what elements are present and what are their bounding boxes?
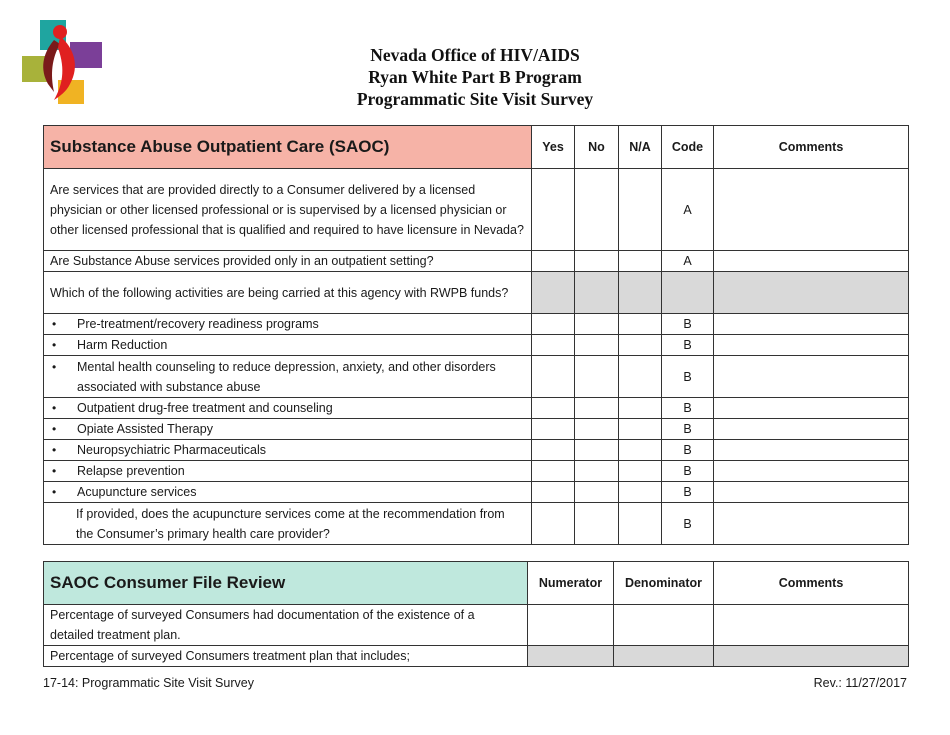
col-na-header: N/A: [619, 126, 662, 169]
activity-text: Harm Reduction: [77, 338, 168, 352]
header-line-2: Ryan White Part B Program: [368, 67, 582, 87]
code-cell: B: [662, 440, 714, 461]
bullet-icon: •: [52, 485, 57, 499]
table-row: [44, 272, 909, 314]
bullet-icon: •: [52, 359, 57, 374]
na-cell[interactable]: [619, 440, 662, 461]
table-row: [44, 398, 909, 419]
activity-text: Opiate Assisted Therapy: [77, 422, 213, 436]
shaded-cell: [528, 646, 614, 667]
yes-cell[interactable]: [532, 169, 575, 251]
no-cell[interactable]: [575, 398, 619, 419]
code-cell: B: [662, 419, 714, 440]
comments-cell[interactable]: [714, 169, 909, 251]
no-cell[interactable]: [575, 503, 619, 545]
na-cell[interactable]: [619, 335, 662, 356]
comments-cell[interactable]: [714, 503, 909, 545]
code-cell: B: [662, 461, 714, 482]
no-cell[interactable]: [575, 314, 619, 335]
header-line-3: Programmatic Site Visit Survey: [356, 89, 594, 109]
saoc-section-title: Substance Abuse Outpatient Care (SAOC): [44, 126, 532, 169]
comments-cell[interactable]: [714, 461, 909, 482]
bullet-icon: •: [52, 338, 57, 352]
yes-cell[interactable]: [532, 482, 575, 503]
comments-cell[interactable]: [714, 398, 909, 419]
activity-text: Neuropsychiatric Pharmaceuticals: [77, 443, 266, 457]
yes-cell[interactable]: [532, 440, 575, 461]
comments-cell[interactable]: [714, 419, 909, 440]
shaded-cell: [619, 272, 662, 314]
col-code-header: Code: [662, 126, 714, 169]
review-text: Percentage of surveyed Consumers had documentation of the existence of a detailed treatment plan.: [44, 605, 528, 646]
activity-text: Acupuncture services: [77, 485, 197, 499]
activity-text: Relapse prevention: [77, 464, 185, 478]
yes-cell[interactable]: [532, 503, 575, 545]
activity-text: Outpatient drug-free treatment and counseling: [77, 401, 333, 415]
table-row: [44, 251, 909, 272]
table-row: [44, 482, 909, 503]
shaded-cell: [575, 272, 619, 314]
code-cell: A: [662, 169, 714, 251]
code-cell: B: [662, 314, 714, 335]
saoc-header-row: [44, 126, 909, 169]
code-cell: A: [662, 251, 714, 272]
question-text: Which of the following activities are being carried at this agency with RWPB funds?: [44, 272, 532, 314]
review-text: Percentage of surveyed Consumers treatment plan that includes;: [44, 646, 528, 667]
yes-cell[interactable]: [532, 335, 575, 356]
consumer-file-review-table: [43, 561, 909, 667]
bullet-icon: •: [52, 464, 57, 478]
shaded-cell: [714, 272, 909, 314]
question-text: Are services that are provided directly to a Consumer delivered by a licensed physician or other licensed professional or is supervised by a licensed physician or other licensed professional that is qualified and required to have licensure in Nevada?: [44, 169, 532, 251]
comments-cell[interactable]: [714, 335, 909, 356]
code-cell: B: [662, 335, 714, 356]
bullet-icon: •: [52, 443, 57, 457]
na-cell[interactable]: [619, 169, 662, 251]
cfr-section-title: SAOC Consumer File Review: [44, 562, 528, 605]
no-cell[interactable]: [575, 251, 619, 272]
shaded-cell: [532, 272, 575, 314]
table-row: [44, 169, 909, 251]
header-line-1: Nevada Office of HIV/AIDS: [370, 45, 580, 65]
comments-cell[interactable]: [714, 440, 909, 461]
col-no-header: No: [575, 126, 619, 169]
saoc-survey-table: [43, 125, 909, 545]
na-cell[interactable]: [619, 503, 662, 545]
denominator-cell[interactable]: [614, 605, 714, 646]
table-row: [44, 503, 909, 545]
no-cell[interactable]: [575, 419, 619, 440]
na-cell[interactable]: [619, 461, 662, 482]
comments-cell[interactable]: [714, 482, 909, 503]
yes-cell[interactable]: [532, 251, 575, 272]
table-row: [44, 646, 909, 667]
shaded-cell: [662, 272, 714, 314]
col-numerator-header: Numerator: [528, 562, 614, 605]
cfr-header-row: [44, 562, 909, 605]
na-cell[interactable]: [619, 419, 662, 440]
code-cell: B: [662, 356, 714, 398]
table-row: [44, 314, 909, 335]
bullet-icon: •: [52, 317, 57, 331]
table-row: [44, 440, 909, 461]
na-cell[interactable]: [619, 356, 662, 398]
table-row: [44, 356, 909, 398]
col-comments-header: Comments: [714, 126, 909, 169]
no-cell[interactable]: [575, 356, 619, 398]
table-row: [44, 419, 909, 440]
col-comments-header: Comments: [714, 562, 909, 605]
comments-cell[interactable]: [714, 356, 909, 398]
comments-cell[interactable]: [714, 605, 909, 646]
table-row: [44, 605, 909, 646]
table-row: [44, 335, 909, 356]
footer-revision: Rev.: 11/27/2017: [813, 676, 907, 690]
bullet-icon: •: [52, 401, 57, 415]
no-cell[interactable]: [575, 461, 619, 482]
activity-text: Pre-treatment/recovery readiness programs: [77, 317, 319, 331]
yes-cell[interactable]: [532, 461, 575, 482]
code-cell: B: [662, 503, 714, 545]
no-cell[interactable]: [575, 440, 619, 461]
no-cell[interactable]: [575, 169, 619, 251]
shaded-cell: [714, 646, 909, 667]
question-text: Are Substance Abuse services provided only in an outpatient setting?: [44, 251, 532, 272]
activity-text: Mental health counseling to reduce depression, anxiety, and other disorders associated with substance abuse: [77, 359, 496, 394]
na-cell[interactable]: [619, 398, 662, 419]
yes-cell[interactable]: [532, 314, 575, 335]
na-cell[interactable]: [619, 251, 662, 272]
comments-cell[interactable]: [714, 251, 909, 272]
logo-ribbon-head: [53, 25, 67, 39]
comments-cell[interactable]: [714, 314, 909, 335]
footer-form-id: 17-14: Programmatic Site Visit Survey: [43, 676, 254, 690]
yes-cell[interactable]: [532, 398, 575, 419]
table-row: [44, 461, 909, 482]
code-cell: B: [662, 482, 714, 503]
no-cell[interactable]: [575, 482, 619, 503]
shaded-cell: [614, 646, 714, 667]
na-cell[interactable]: [619, 314, 662, 335]
numerator-cell[interactable]: [528, 605, 614, 646]
code-cell: B: [662, 398, 714, 419]
question-text: If provided, does the acupuncture services come at the recommendation from the Consumer’s primary health care provider?: [44, 503, 532, 545]
document-header: [0, 44, 950, 110]
yes-cell[interactable]: [532, 356, 575, 398]
col-yes-header: Yes: [532, 126, 575, 169]
col-denominator-header: Denominator: [614, 562, 714, 605]
no-cell[interactable]: [575, 335, 619, 356]
na-cell[interactable]: [619, 482, 662, 503]
bullet-icon: •: [52, 422, 57, 436]
yes-cell[interactable]: [532, 419, 575, 440]
